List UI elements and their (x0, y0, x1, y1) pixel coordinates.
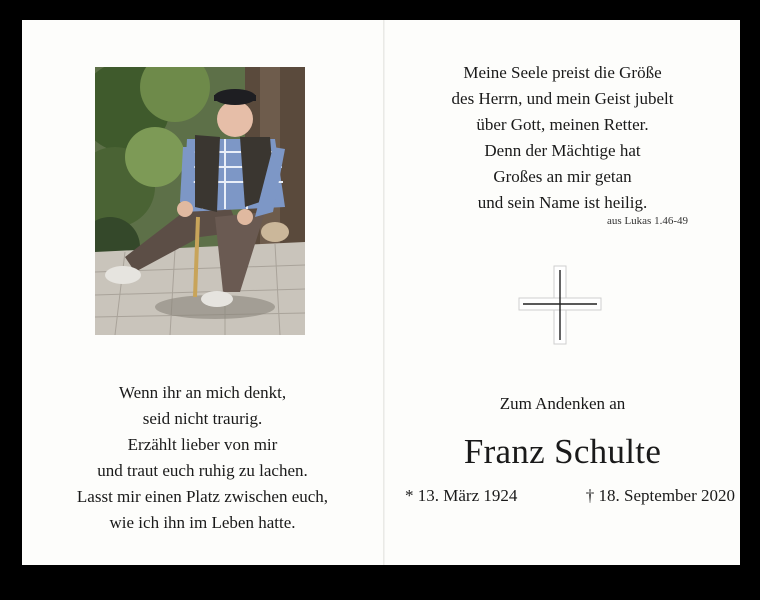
portrait-illustration (95, 67, 305, 335)
cross-icon (517, 264, 603, 346)
poem-line: Wenn ihr an mich denkt, (118, 383, 287, 402)
memorial-heading: Zum Andenken an (499, 394, 626, 413)
verse-line: Großes an mir getan (493, 167, 632, 186)
verse-line: des Herrn, und mein Geist jubelt (451, 89, 674, 108)
poem-line: Lasst mir einen Platz zwischen euch, (76, 487, 329, 506)
portrait-photo (95, 67, 305, 335)
poem-line: wie ich ihn im Leben hatte. (109, 513, 296, 532)
verse-line: Denn der Mächtige hat (484, 141, 641, 160)
poem-line: und traut euch ruhig zu lachen. (97, 461, 308, 480)
poem-line: seid nicht traurig. (142, 409, 263, 428)
right-page (385, 20, 740, 565)
verse-line: Meine Seele preist die Größe (463, 63, 662, 82)
farewell-poem (22, 380, 383, 536)
deceased-name: Franz Schulte (463, 432, 662, 471)
verse-line: und sein Name ist heilig. (477, 193, 648, 212)
left-page (22, 20, 383, 565)
verse-source: aus Lukas 1.46-49 (607, 215, 688, 227)
memorial-card (22, 20, 740, 565)
death-date: † 18. September 2020 (585, 486, 735, 505)
birth-date: * 13. März 1924 (405, 486, 518, 505)
scripture-verse (385, 60, 740, 216)
poem-line: Erzählt lieber von mir (127, 435, 278, 454)
verse-line: über Gott, meinen Retter. (476, 115, 649, 134)
